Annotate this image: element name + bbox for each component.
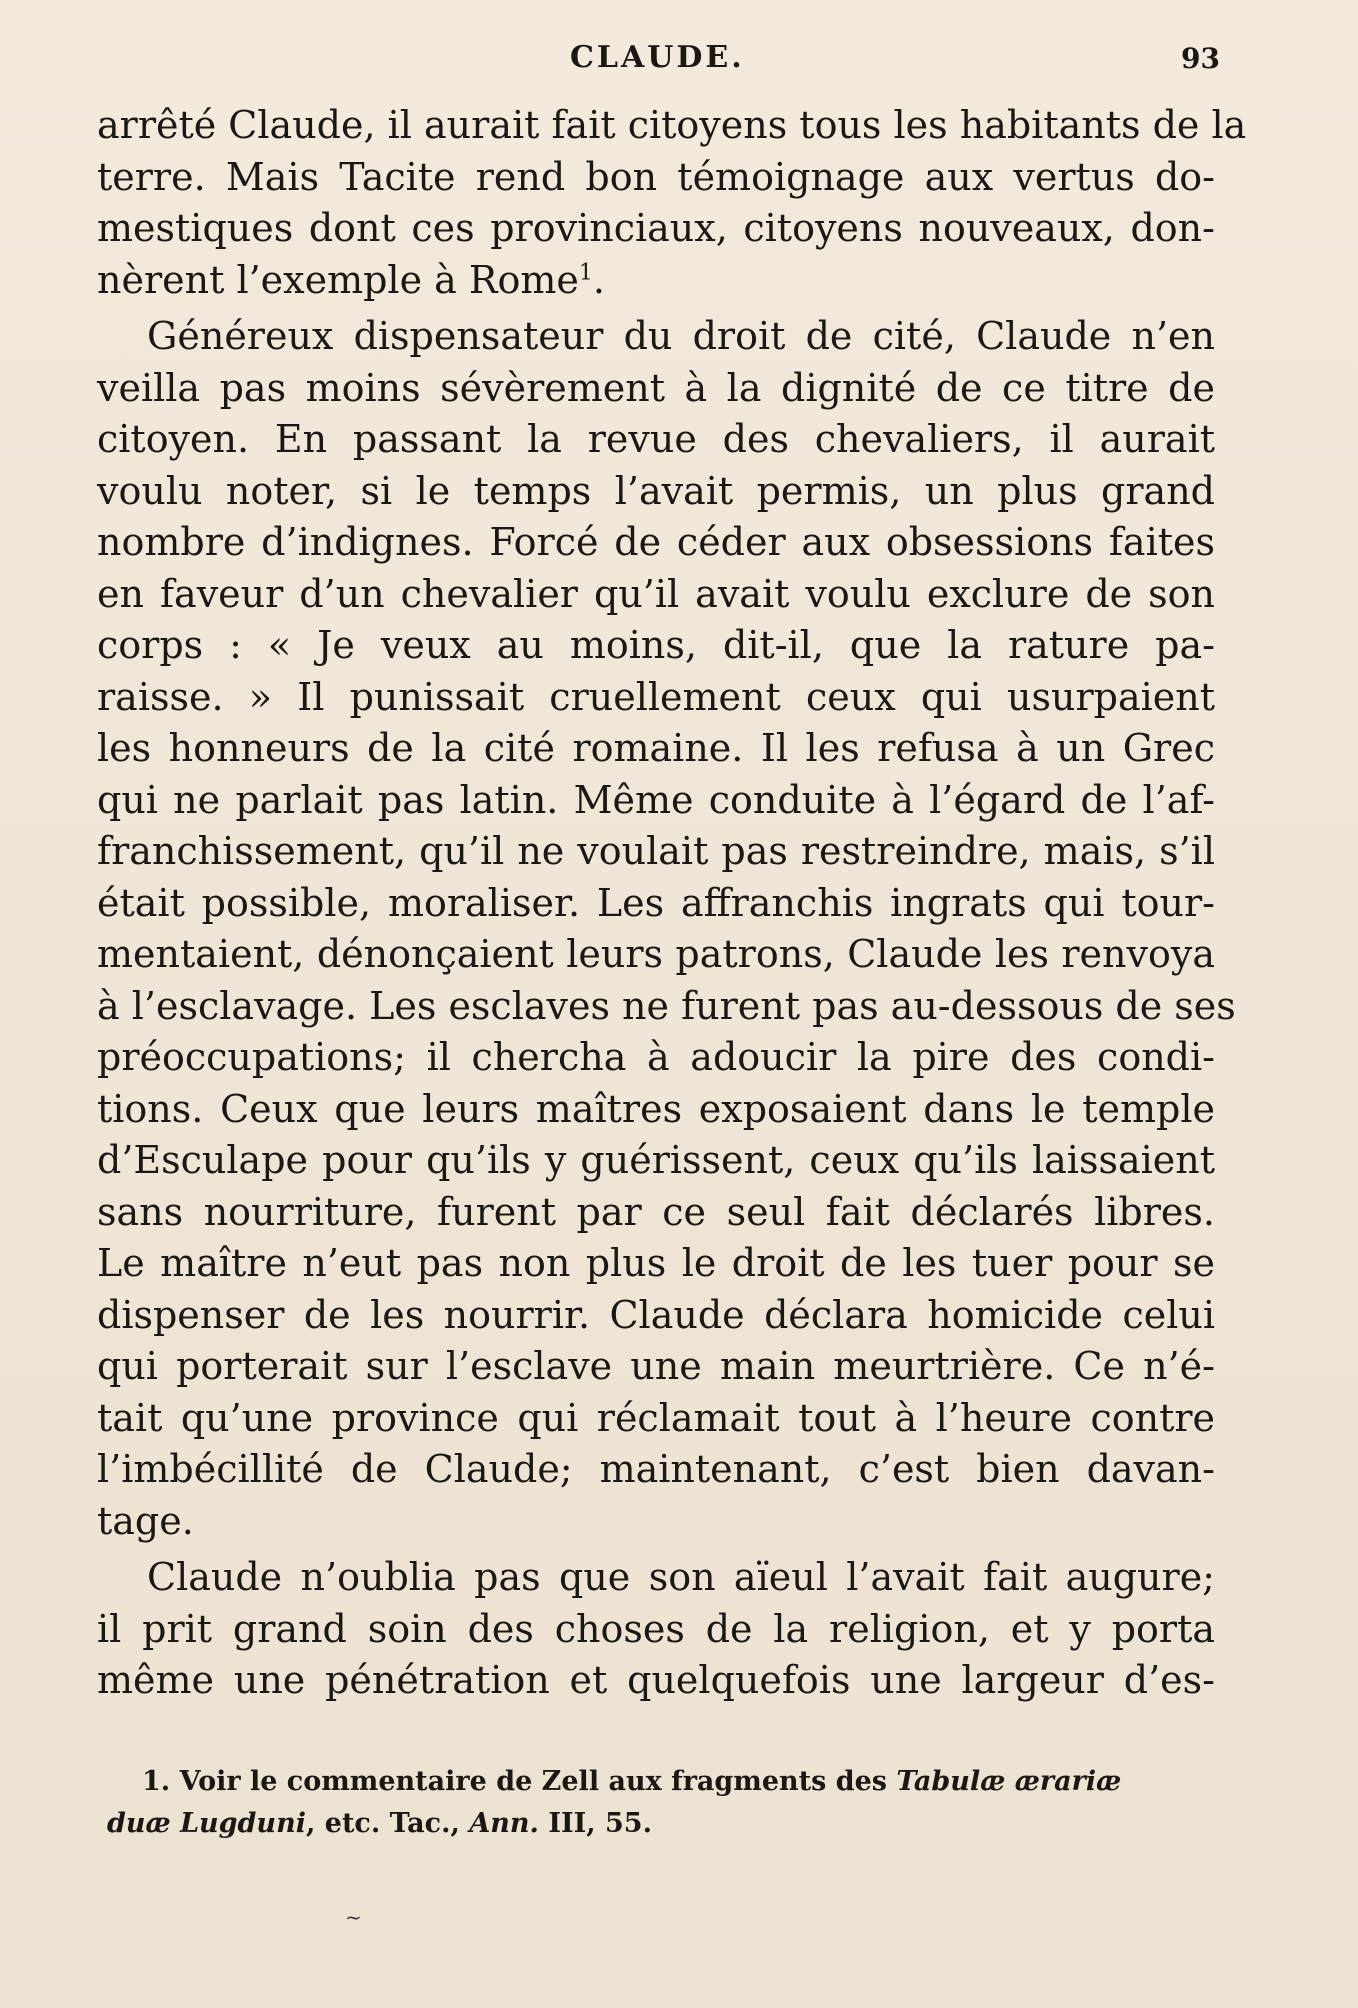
text-fragment: .	[592, 257, 605, 302]
text-line: était possible, moraliser. Les affranchis ingrats qui tour-	[97, 880, 1215, 925]
text-line: voulu noter, si le temps l’avait permis, un plus grand	[97, 468, 1215, 513]
text-line: les honneurs de la cité romaine. Il les refusa à un Grec	[97, 726, 1215, 770]
footnote-text: , etc. Tac.,	[305, 1808, 460, 1839]
text-line: terre. Mais Tacite rend bon témoignage aux vertus do-	[97, 154, 1215, 199]
text-line: franchissement, qu’il ne voulait pas restreindre, mais, s’il	[97, 829, 1215, 873]
text-line: tait qu’une province qui réclamait tout à l’heure contre	[97, 1395, 1215, 1440]
running-title: CLAUDE.	[570, 40, 745, 75]
text-line: nombre d’indignes. Forcé de céder aux obsessions faites	[97, 520, 1215, 564]
text-line: arrêté Claude, il aurait fait citoyens tous les habitants de la	[97, 103, 1247, 147]
text-line: tions. Ceux que leurs maîtres exposaient dans le temple	[97, 1086, 1215, 1131]
stray-print-mark: ~	[345, 1905, 362, 1929]
footnote	[107, 1761, 1207, 1845]
text-line: à l’esclavage. Les esclaves ne furent pas au-dessous de ses	[97, 983, 1236, 1028]
footnote-number: 1.	[142, 1766, 171, 1797]
text-line: Généreux dispensateur du droit de cité, Claude n’en	[147, 314, 1215, 358]
text-line: citoyen. En passant la revue des chevaliers, il aurait	[97, 417, 1215, 461]
text-line: Le maître n’eut pas non plus le droit de les tuer pour se	[97, 1241, 1215, 1285]
footnote-reference: 1	[578, 259, 593, 285]
text-line: il prit grand soin des choses de la religion, et y porta	[97, 1606, 1215, 1651]
text-line: Claude n’oublia pas que son aïeul l’avait fait augure;	[147, 1555, 1215, 1599]
text-line: qui porterait sur l’esclave une main meurtrière. Ce n’é-	[97, 1344, 1215, 1388]
footnote-text: Voir le commentaire de Zell aux fragments des	[179, 1766, 888, 1797]
text-line: même une pénétration et quelquefois une largeur d’es-	[97, 1658, 1215, 1702]
text-line: mestiques dont ces provinciaux, citoyens nouveaux, don-	[97, 206, 1215, 250]
text-line: corps : « Je veux au moins, dit-il, que la rature pa-	[97, 623, 1215, 667]
text-line: en faveur d’un chevalier qu’il avait voulu exclure de son	[97, 571, 1215, 616]
text-line: dispenser de les nourrir. Claude déclara homicide celui	[97, 1292, 1215, 1337]
text-line: qui ne parlait pas latin. Même conduite à l’égard de l’af-	[97, 777, 1215, 822]
text-line: d’Esculape pour qu’ils y guérissent, ceux qu’ils laissaient	[97, 1138, 1215, 1182]
text-line	[97, 255, 1215, 307]
footnote-italic-abbrev: Ann.	[469, 1808, 539, 1839]
body-text	[97, 100, 1247, 1707]
text-line: veilla pas moins sévèrement à la dignité de ce titre de	[97, 365, 1215, 410]
text-line: l’imbécillité de Claude; maintenant, c’est bien davan-	[97, 1447, 1215, 1491]
text-line: raisse. » Il punissait cruellement ceux qui usurpaient	[97, 674, 1215, 719]
text-line: mentaient, dénonçaient leurs patrons, Claude les renvoya	[97, 932, 1215, 976]
text-fragment: nèrent l’exemple à Rome	[97, 257, 579, 302]
text-line: sans nourriture, furent par ce seul fait déclarés libres.	[97, 1189, 1215, 1234]
footnote-italic-title: duæ Lugduni	[107, 1808, 306, 1839]
footnote-text: III, 55.	[548, 1808, 652, 1839]
footnote-line	[107, 1803, 1207, 1845]
text-line: préoccupations; il chercha à adoucir la pire des condi-	[97, 1035, 1215, 1079]
footnote-line	[107, 1761, 1207, 1803]
text-line: tage.	[97, 1498, 194, 1543]
page-number: 93	[1181, 42, 1220, 75]
footnote-italic-title: Tabulæ ærariæ	[896, 1766, 1122, 1797]
running-head	[100, 40, 1220, 80]
